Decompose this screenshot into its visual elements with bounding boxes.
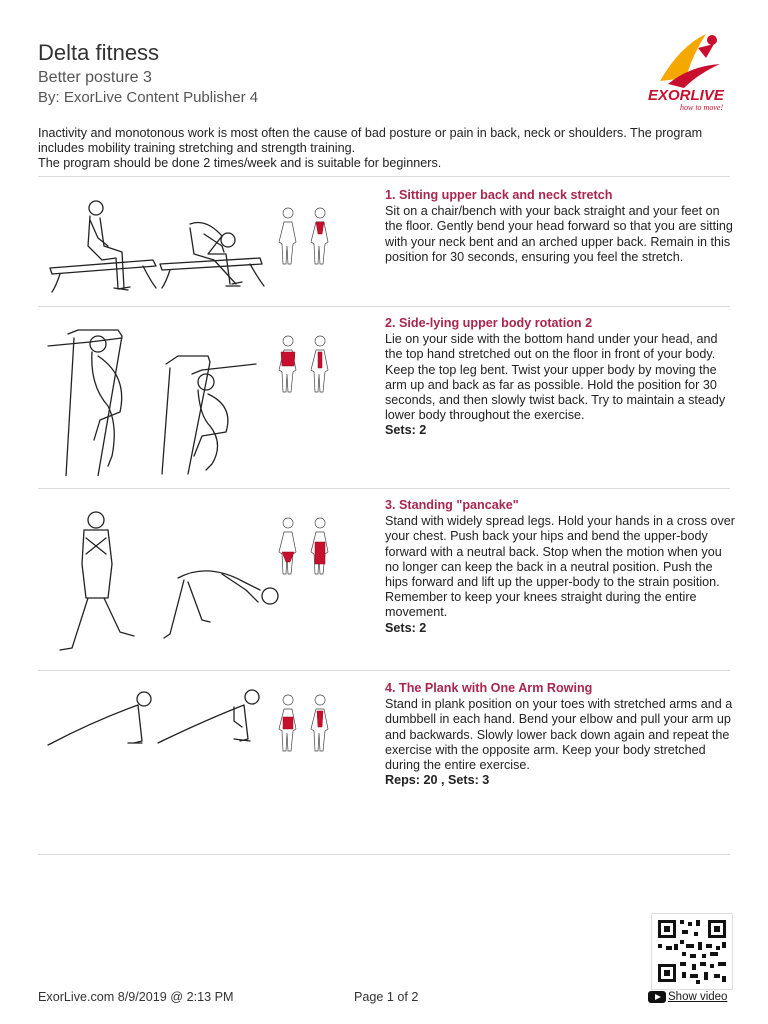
logo-tagline: how to move! bbox=[680, 103, 724, 112]
exercise-3-illustration bbox=[38, 498, 338, 658]
qr-code-icon[interactable] bbox=[651, 913, 733, 990]
anatomy-icon bbox=[279, 695, 328, 751]
page-header bbox=[38, 40, 258, 107]
exercise-4-sets: Reps: 20 , Sets: 3 bbox=[385, 773, 490, 788]
anatomy-icon bbox=[279, 518, 328, 574]
exercise-4-text bbox=[385, 681, 735, 788]
exercise-1-description: Sit on a chair/bench with your back straight and your feet on the floor. Gently bend your head forward so that you are sitting with your neck bent and an arched upper back. Remain in this position for 30 seconds, ensuring you feel the stretch. bbox=[385, 204, 733, 264]
exercise-1 bbox=[38, 188, 733, 298]
show-video-label: Show video bbox=[668, 991, 728, 1003]
divider bbox=[38, 670, 730, 671]
divider bbox=[38, 176, 730, 177]
exercise-4 bbox=[38, 681, 733, 801]
exercise-3-text bbox=[385, 498, 735, 636]
divider bbox=[38, 854, 730, 855]
anatomy-icon bbox=[279, 336, 328, 392]
exercise-2-title: 2. Side-lying upper body rotation 2 bbox=[385, 316, 593, 330]
exercise-2-description: Lie on your side with the bottom hand under your head, and the top hand stretched out on the floor in front of your body. Keep the top leg bent. Twist your upper body by moving the arm up and back as far as possible. Hold the position for 30 seconds, and then slowly twist back. Try to maintain a steady lower body throughout the exercise. bbox=[385, 332, 726, 423]
logo-brand: EXORLIVE bbox=[648, 87, 724, 104]
intro-line-1: Inactivity and monotonous work is most often the cause of bad posture or pain in back, neck or shoulders. The program includes mobility training stretching and strength training. bbox=[38, 126, 703, 155]
anatomy-icon bbox=[279, 208, 328, 264]
exercise-3-sets: Sets: 2 bbox=[385, 620, 427, 635]
program-subtitle: Better posture 3 bbox=[38, 69, 152, 86]
author-line: By: ExorLive Content Publisher 4 bbox=[38, 89, 259, 106]
exercise-1-illustration bbox=[38, 188, 338, 298]
exercise-3-title: 3. Standing "pancake" bbox=[385, 498, 519, 512]
exercise-1-title: 1. Sitting upper back and neck stretch bbox=[385, 188, 613, 202]
exercise-2-illustration bbox=[38, 316, 338, 476]
divider bbox=[38, 488, 730, 489]
program-intro bbox=[38, 126, 730, 171]
exercise-2-sets: Sets: 2 bbox=[385, 423, 427, 438]
exercise-4-illustration bbox=[38, 681, 338, 761]
page-title: Delta fitness bbox=[38, 40, 160, 65]
page-number: Page 1 of 2 bbox=[354, 990, 419, 1004]
footer-source: ExorLive.com 8/9/2019 @ 2:13 PM bbox=[38, 990, 234, 1004]
play-icon bbox=[648, 991, 666, 1003]
intro-line-2: The program should be done 2 times/week and is suitable for beginners. bbox=[38, 156, 442, 170]
divider bbox=[38, 306, 730, 307]
exercise-4-title: 4. The Plank with One Arm Rowing bbox=[385, 681, 593, 695]
exorlive-logo bbox=[640, 26, 732, 112]
exercise-3-description: Stand with widely spread legs. Hold your hands in a cross over your chest. Push back your hips and bend the upper-body forward with a neutral back. Stop when the motion when you no longer can keep the back in a neutral position. Push the hips forward and lift up the upper-body to the strain position. Remember to keep your knees straight during the entire movement. bbox=[385, 514, 736, 620]
exercise-3 bbox=[38, 498, 736, 666]
show-video-link[interactable] bbox=[648, 991, 727, 1003]
exercise-2-text bbox=[385, 316, 735, 439]
exercise-4-description: Stand in plank position on your toes with stretched arms and a dumbbell in each hand. Bend your elbow and pull your arm up and backwards. Slowly lower back down again and repeat the exercise with the opposite arm. Keep your body stretched during the entire exercise. bbox=[385, 697, 733, 773]
exercise-2 bbox=[38, 316, 730, 486]
exercise-1-text bbox=[385, 188, 735, 265]
